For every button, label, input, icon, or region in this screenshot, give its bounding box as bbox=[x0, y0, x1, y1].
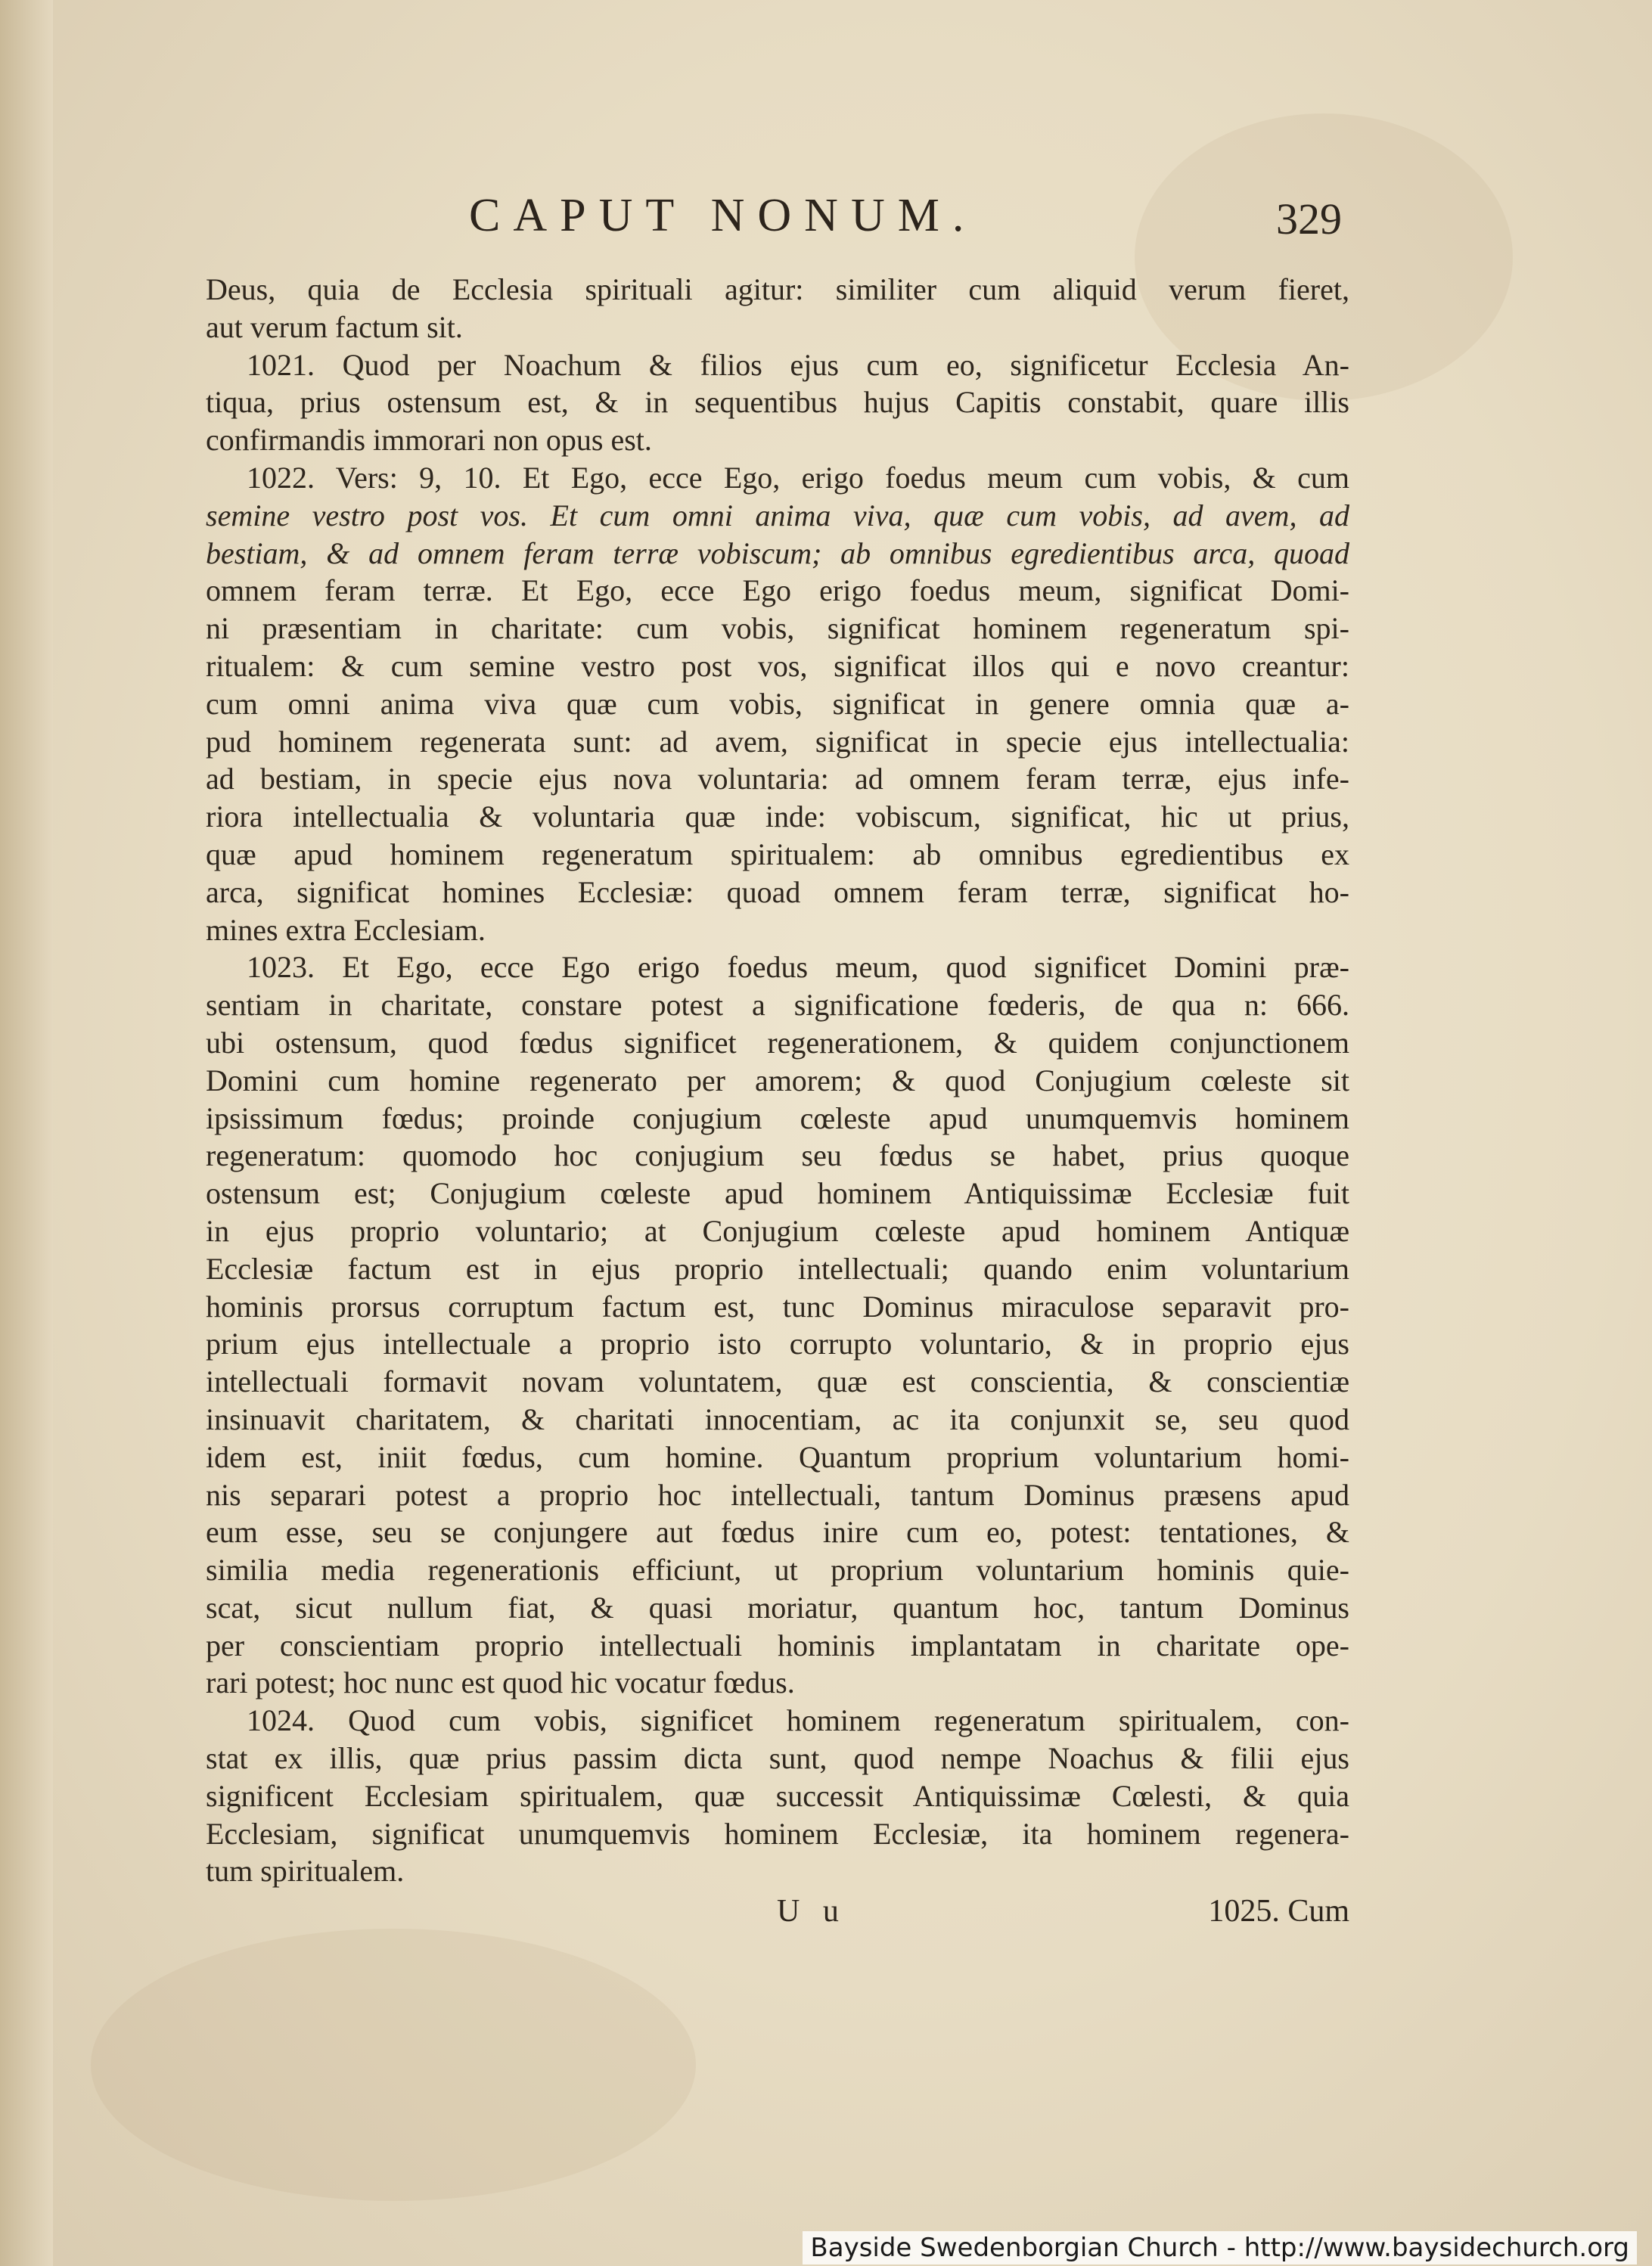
text-line: intellectuali formavit novam voluntatem, quæ est conscientia, & conscientiæ bbox=[206, 1364, 1349, 1399]
text-line: stat ex illis, quæ prius passim dicta sunt, quod nempe Noachus & filii ejus bbox=[206, 1741, 1349, 1776]
text-line: aut verum factum sit. bbox=[206, 309, 463, 344]
page-header bbox=[206, 189, 1348, 250]
text-line: Domini cum homine regenerato per amorem; & quod Conjugium cœleste sit bbox=[206, 1063, 1349, 1097]
body-text bbox=[206, 271, 1349, 1890]
page-gutter-shadow bbox=[0, 0, 53, 2266]
text-line: idem est, iniit fœdus, cum homine. Quantum proprium voluntarium homi- bbox=[206, 1439, 1349, 1474]
text-line: similia media regenerationis efficiunt, ut proprium voluntarium hominis quie- bbox=[206, 1553, 1349, 1588]
paragraph-start-1023: 1023. Et Ego, ecce Ego erigo foedus meum, quod significet Domini præ- bbox=[247, 950, 1349, 985]
paper-stain bbox=[91, 1929, 696, 2201]
text-line: semine vestro post vos. Et cum omni anima viva, quæ cum vobis, ad avem, ad bbox=[206, 498, 1349, 532]
text-line: rari potest; hoc nunc est quod hic vocatur fœdus. bbox=[206, 1665, 795, 1700]
text-line: nis separari potest a proprio hoc intellectuali, tantum Dominus præsens apud bbox=[206, 1477, 1349, 1512]
text-line: ad bestiam, in specie ejus nova voluntaria: ad omnem feram terræ, ejus infe- bbox=[206, 762, 1349, 796]
signature-mark: U u bbox=[777, 1894, 846, 1929]
text-line: cum omni anima viva quæ cum vobis, significat in genere omnia quæ a- bbox=[206, 686, 1349, 721]
paragraph-start-1022: 1022. Vers: 9, 10. Et Ego, ecce Ego, erigo foedus meum cum vobis, & cum bbox=[247, 460, 1349, 495]
text-line: ubi ostensum, quod fœdus significet regenerationem, & quidem conjunctionem bbox=[206, 1025, 1349, 1060]
paragraph-start-1021: 1021. Quod per Noachum & filios ejus cum eo, significetur Ecclesia An- bbox=[247, 347, 1349, 382]
text-line: hominis prorsus corruptum factum est, tunc Dominus miraculose separavit pro- bbox=[206, 1289, 1349, 1324]
page-number: 329 bbox=[1276, 194, 1342, 244]
text-line: Ecclesiæ factum est in ejus proprio intellectuali; quando enim voluntarium bbox=[206, 1251, 1349, 1286]
text-line: regeneratum: quomodo hoc conjugium seu fœdus se habet, prius quoque bbox=[206, 1138, 1349, 1173]
text-line: tiqua, prius ostensum est, & in sequentibus hujus Capitis constabit, quare illis bbox=[206, 385, 1349, 420]
text-line: ni præsentiam in charitate: cum vobis, significat hominem regeneratum spi- bbox=[206, 611, 1349, 646]
running-head: CAPUT NONUM. bbox=[469, 190, 977, 241]
text-line: Deus, quia de Ecclesia spirituali agitur: similiter cum aliquid verum fieret, bbox=[206, 272, 1349, 306]
text-line: prium ejus intellectuale a proprio isto corrupto voluntario, & in proprio ejus bbox=[206, 1327, 1349, 1361]
text-line: quæ apud hominem regeneratum spiritualem: ab omnibus egredientibus ex bbox=[206, 837, 1349, 871]
text-line: ipsissimum fœdus; proinde conjugium cœleste apud unumquemvis hominem bbox=[206, 1100, 1349, 1135]
catchword: 1025. Cum bbox=[1208, 1894, 1349, 1929]
text-line: ostensum est; Conjugium cœleste apud hominem Antiquissimæ Ecclesiæ fuit bbox=[206, 1176, 1349, 1211]
text-line: mines extra Ecclesiam. bbox=[206, 912, 486, 947]
text-line: riora intellectualia & voluntaria quæ inde: vobiscum, significat, hic ut prius, bbox=[206, 799, 1349, 834]
text-line: Ecclesiam, significat unumquemvis hominem Ecclesiæ, ita hominem regenera- bbox=[206, 1816, 1349, 1851]
text-line: arca, significat homines Ecclesiæ: quoad omnem feram terræ, significat ho- bbox=[206, 874, 1349, 909]
text-line: confirmandis immorari non opus est. bbox=[206, 423, 652, 458]
text-line: omnem feram terræ. Et Ego, ecce Ego erigo foedus meum, significat Domi- bbox=[206, 573, 1349, 608]
page-footer bbox=[206, 1893, 1349, 1939]
text-line: in ejus proprio voluntario; at Conjugium cœleste apud hominem Antiquæ bbox=[206, 1213, 1349, 1248]
text-line: scat, sicut nullum fiat, & quasi moriatur, quantum hoc, tantum Dominus bbox=[206, 1590, 1349, 1625]
text-line: tum spiritualem. bbox=[206, 1854, 405, 1889]
text-line: bestiam, & ad omnem feram terræ vobiscum; ab omnibus egredientibus arca, quoad bbox=[206, 535, 1349, 570]
text-line: per conscientiam proprio intellectuali hominis implantatam in charitate ope- bbox=[206, 1628, 1349, 1662]
text-line: ritualem: & cum semine vestro post vos, significat illos qui e novo creantur: bbox=[206, 648, 1349, 683]
source-watermark: Bayside Swedenborgian Church - http://www.baysidechurch.org bbox=[803, 2231, 1637, 2264]
paragraph-start-1024: 1024. Quod cum vobis, significet hominem regeneratum spiritualem, con- bbox=[247, 1703, 1349, 1738]
text-line: eum esse, seu se conjungere aut fœdus inire cum eo, potest: tentationes, & bbox=[206, 1515, 1349, 1550]
text-line: sentiam in charitate, constare potest a significatione fœderis, de qua n: 666. bbox=[206, 988, 1349, 1023]
text-line: pud hominem regenerata sunt: ad avem, significat in specie ejus intellectualia: bbox=[206, 724, 1349, 759]
text-line: significent Ecclesiam spiritualem, quæ successit Antiquissimæ Cœlesti, & quia bbox=[206, 1778, 1349, 1813]
text-line: insinuavit charitatem, & charitati innocentiam, ac ita conjunxit se, seu quod bbox=[206, 1402, 1349, 1436]
